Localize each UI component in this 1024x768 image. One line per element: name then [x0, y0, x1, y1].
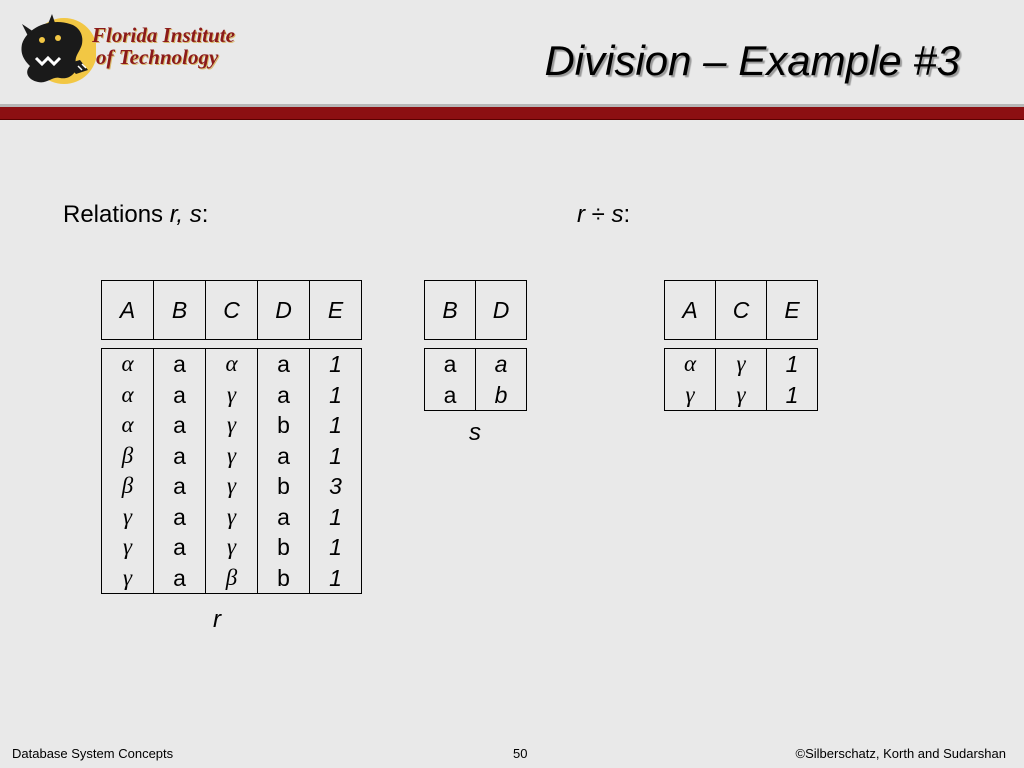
table-cell: 1 — [785, 351, 799, 377]
relation-r-body — [101, 348, 362, 594]
table-cell: α — [121, 351, 134, 376]
table-cell: a — [494, 351, 508, 377]
column-header: E — [767, 281, 818, 340]
relation-column — [310, 349, 362, 594]
table-cell: b — [277, 534, 290, 560]
table-cell: γ — [122, 564, 133, 590]
table-cell: α — [683, 351, 697, 376]
result-body — [664, 348, 818, 411]
relations-caption-names: r, s — [169, 201, 202, 228]
table-cell: 1 — [329, 564, 342, 591]
table-cell: a — [173, 473, 186, 499]
table-cell: 1 — [785, 381, 799, 408]
relations-caption-prefix: Relations — [63, 201, 170, 228]
division-operator: ÷ — [585, 201, 612, 228]
logo-line-2: of Technology — [96, 45, 219, 69]
table-cell: a — [173, 442, 186, 469]
column-header: D — [476, 281, 527, 340]
relation-column — [767, 349, 818, 411]
title-accent-bar — [0, 107, 1024, 120]
table-cell: γ — [226, 534, 237, 559]
table-cell: α — [121, 412, 134, 437]
column-header: B — [425, 281, 476, 340]
table-cell: 1 — [329, 381, 342, 408]
table-cell: a — [277, 442, 290, 469]
table-cell: β — [121, 473, 134, 498]
table-cell: γ — [736, 351, 746, 376]
slide-title: Division – Example #3 — [544, 37, 960, 84]
table-cell: β — [121, 442, 134, 468]
table-cell: γ — [122, 503, 133, 529]
column-header: E — [310, 281, 362, 340]
table-cell: γ — [226, 442, 237, 468]
column-header: A — [102, 281, 154, 340]
relation-s-body — [424, 348, 527, 411]
table-cell: a — [443, 381, 457, 408]
relation-column — [206, 349, 258, 594]
relation-s-header — [424, 280, 527, 340]
relation-column — [476, 349, 527, 411]
table-cell: γ — [736, 381, 746, 407]
table-cell: γ — [122, 534, 133, 559]
column-header: C — [716, 281, 767, 340]
logo-line-1: Florida Institute — [92, 23, 235, 47]
table-cell: b — [277, 412, 290, 438]
relation-s-label: s — [469, 419, 481, 446]
table-cell: a — [277, 351, 290, 377]
table-cell: 1 — [329, 412, 342, 438]
relation-column — [716, 349, 767, 411]
column-header: B — [154, 281, 206, 340]
table-cell: a — [173, 351, 186, 377]
column-header: C — [206, 281, 258, 340]
relation-column — [665, 349, 716, 411]
table-cell: a — [277, 381, 290, 408]
relation-column — [258, 349, 310, 594]
division-caption-suffix: : — [623, 201, 631, 228]
table-cell: a — [173, 412, 186, 438]
table-cell: a — [173, 534, 186, 560]
relation-r-header — [101, 280, 362, 340]
table-cell: b — [494, 381, 508, 408]
table-cell: α — [225, 351, 238, 376]
relation-column — [102, 349, 154, 594]
table-cell: b — [277, 473, 290, 499]
division-caption — [577, 200, 630, 230]
table-cell: γ — [226, 473, 237, 498]
table-cell: 3 — [329, 473, 342, 499]
panther-logo-icon — [18, 14, 96, 88]
table-cell: a — [173, 503, 186, 530]
table-cell: a — [173, 564, 186, 591]
table-cell: a — [173, 381, 186, 408]
table-cell: 1 — [329, 442, 342, 469]
table-cell: γ — [226, 503, 237, 529]
footer-course-title: Database System Concepts — [12, 746, 174, 761]
table-cell: γ — [226, 381, 237, 407]
column-header: D — [258, 281, 310, 340]
relations-caption — [63, 200, 208, 230]
division-caption-r: r — [577, 201, 585, 228]
institute-logo — [18, 14, 258, 90]
result-header — [664, 280, 818, 340]
table-cell: 1 — [329, 503, 342, 530]
logo-wordmark — [92, 24, 235, 68]
relation-column — [154, 349, 206, 594]
table-cell: a — [443, 351, 457, 377]
footer-copyright: ©Silberschatz, Korth and Sudarshan — [795, 746, 1006, 761]
table-cell: 1 — [329, 534, 342, 560]
table-cell: b — [277, 564, 290, 591]
relations-caption-suffix: : — [201, 201, 209, 228]
table-cell: α — [121, 381, 134, 407]
table-cell: γ — [226, 412, 237, 437]
relation-column — [425, 349, 476, 411]
footer-page-number: 50 — [513, 746, 528, 761]
table-cell: γ — [685, 381, 695, 407]
table-cell: 1 — [329, 351, 342, 377]
column-header: A — [665, 281, 716, 340]
division-caption-s: s — [611, 201, 624, 228]
relation-r-label: r — [213, 606, 221, 633]
table-cell: a — [277, 503, 290, 530]
table-cell: β — [225, 564, 238, 590]
